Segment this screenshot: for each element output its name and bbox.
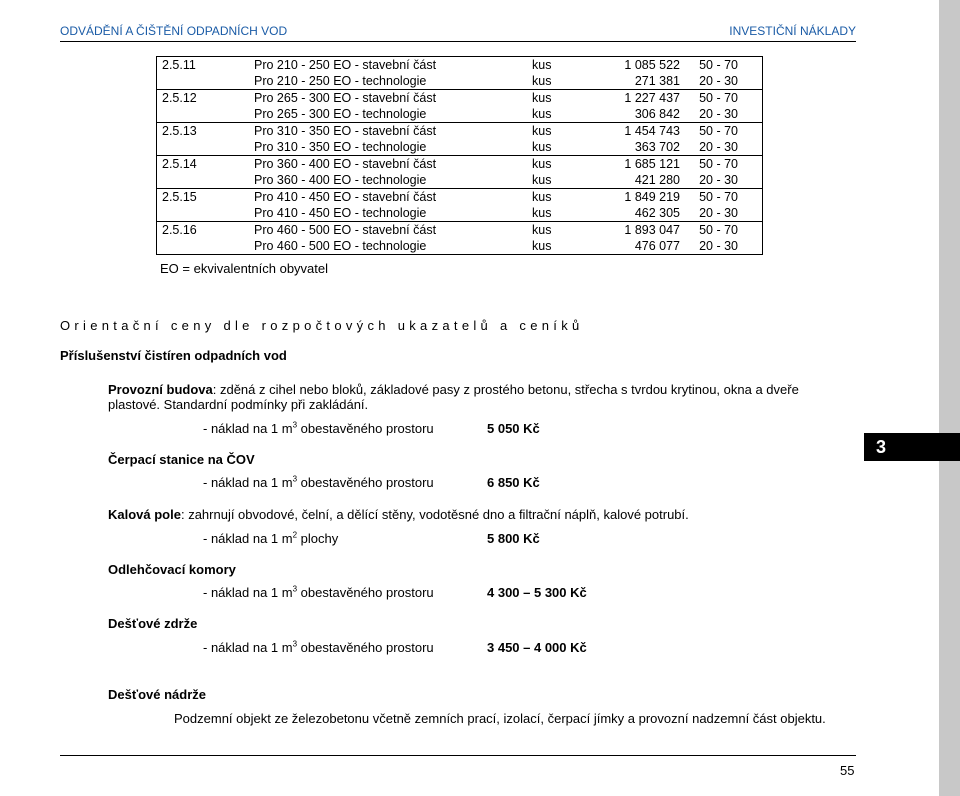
row-lifetime: 50 - 70	[685, 123, 763, 140]
row-unit: kus	[532, 206, 552, 220]
row-description: Pro 265 - 300 EO - stavební část	[249, 90, 527, 107]
row-description: Pro 410 - 450 EO - stavební část	[249, 189, 527, 206]
row-unit: kus	[532, 107, 552, 121]
chapter-tab: 3	[864, 433, 960, 461]
row-code	[157, 106, 250, 123]
destove-nadrze-text: Podzemní objekt ze železobetonu včetně zemních prací, izolací, čerpací jímky a provozní nadzemní část objektu.	[174, 711, 826, 726]
destove-nadrze-label: Dešťové nádrže	[108, 687, 206, 702]
header-divider	[60, 41, 856, 42]
row-price: 271 381	[634, 74, 680, 88]
side-bar	[939, 0, 960, 796]
row-code	[157, 172, 250, 189]
row-code	[157, 139, 250, 156]
row-price: 462 305	[634, 206, 680, 220]
row-price: 1 849 219	[595, 189, 685, 206]
row-price: 1 227 437	[595, 90, 685, 107]
row-code	[157, 73, 250, 90]
footer-divider	[60, 755, 856, 756]
header-left-title: ODVÁDĚNÍ A ČIŠTĚNÍ ODPADNÍCH VOD	[60, 24, 288, 38]
row-lifetime: 50 - 70	[685, 90, 763, 107]
kalova-pole-paragraph	[108, 507, 689, 522]
provozni-budova-label: Provozní budova	[108, 382, 213, 397]
header-right-title: INVESTIČNÍ NÁKLADY	[729, 24, 856, 38]
row-lifetime: 50 - 70	[685, 156, 763, 173]
kalova-pole-label: Kalová pole	[108, 507, 181, 522]
row-price: 421 280	[634, 173, 680, 187]
table-row	[157, 238, 763, 255]
cost-line-3	[203, 531, 338, 546]
kalova-pole-text: : zahrnují obvodové, čelní, a dělící stěny, vodotěsné dno a filtrační náplň, kalové potrubí.	[180, 507, 689, 522]
row-price: 1 085 522	[624, 58, 680, 72]
row-code	[157, 238, 250, 255]
row-price: 363 702	[634, 140, 680, 154]
table-row	[157, 205, 763, 222]
row-code: 2.5.14	[157, 156, 250, 173]
row-code: 2.5.12	[157, 90, 250, 107]
cost-line-3-suffix: plochy	[297, 531, 339, 546]
cost-line-2-prefix: - náklad na 1 m	[203, 475, 293, 490]
table-row	[157, 90, 763, 107]
section-title: Orientační ceny dle rozpočtových ukazatelů a ceníků	[60, 318, 584, 333]
cost-line-4-exp: 3	[292, 584, 298, 594]
cost-line-1	[203, 421, 434, 436]
row-unit: kus	[527, 123, 595, 140]
row-code: 2.5.13	[157, 123, 250, 140]
row-unit: kus	[532, 58, 552, 72]
table-row	[157, 172, 763, 189]
row-description: Pro 210 - 250 EO - stavební část	[254, 58, 437, 72]
row-price: 1 454 743	[595, 123, 685, 140]
section-subtitle: Příslušenství čistíren odpadních vod	[60, 348, 287, 363]
table-row	[157, 156, 763, 173]
cost-line-4-prefix: - náklad na 1 m	[203, 585, 293, 600]
cost-line-1-prefix: - náklad na 1 m	[203, 421, 293, 436]
table-row	[157, 57, 763, 74]
row-description: Pro 310 - 350 EO - stavební část	[249, 123, 527, 140]
row-price: 476 077	[634, 239, 680, 253]
table-row	[157, 222, 763, 239]
table-row	[157, 106, 763, 123]
row-code: 2.5.16	[157, 222, 250, 239]
row-unit: kus	[532, 173, 552, 187]
table-note: EO = ekvivalentních obyvatel	[160, 261, 329, 276]
cost-value-4: 4 300 – 5 300 Kč	[487, 585, 587, 600]
row-price: 306 842	[634, 107, 680, 121]
table-row	[157, 139, 763, 156]
table-row	[157, 189, 763, 206]
cost-value-5: 3 450 – 4 000 Kč	[487, 640, 587, 655]
cost-line-2	[203, 475, 434, 490]
cost-line-3-prefix: - náklad na 1 m	[203, 531, 293, 546]
cost-line-4-suffix: obestavěného prostoru	[297, 585, 434, 600]
cost-line-5	[203, 640, 434, 655]
row-unit: kus	[527, 222, 595, 239]
cerpaci-stanice-label: Čerpací stanice na ČOV	[108, 452, 255, 467]
cost-line-5-suffix: obestavěného prostoru	[297, 640, 434, 655]
row-lifetime: 20 - 30	[699, 107, 738, 121]
cost-line-1-exp: 3	[292, 420, 298, 430]
row-lifetime: 50 - 70	[685, 222, 763, 239]
provozni-budova-text-2: plastové. Standardní podmínky při zakládání.	[108, 397, 369, 412]
row-lifetime: 50 - 70	[685, 189, 763, 206]
row-lifetime: 20 - 30	[699, 206, 738, 220]
row-description: Pro 210 - 250 EO - technologie	[254, 74, 427, 88]
row-unit: kus	[532, 239, 552, 253]
row-unit: kus	[532, 74, 552, 88]
row-lifetime: 20 - 30	[699, 140, 738, 154]
row-description: Pro 265 - 300 EO - technologie	[254, 107, 427, 121]
cost-line-4	[203, 585, 434, 600]
cost-line-3-exp: 2	[292, 530, 298, 540]
destove-zdrze-label: Dešťové zdrže	[108, 616, 198, 631]
cost-table	[156, 56, 763, 255]
row-code: 2.5.15	[157, 189, 250, 206]
row-unit: kus	[532, 140, 552, 154]
row-description: Pro 310 - 350 EO - technologie	[254, 140, 427, 154]
page-number: 55	[840, 763, 855, 778]
row-lifetime: 50 - 70	[699, 58, 738, 72]
cost-line-2-suffix: obestavěného prostoru	[297, 475, 434, 490]
row-description: Pro 360 - 400 EO - stavební část	[249, 156, 527, 173]
cost-line-2-exp: 3	[292, 474, 298, 484]
cost-line-5-prefix: - náklad na 1 m	[203, 640, 293, 655]
row-description: Pro 410 - 450 EO - technologie	[254, 206, 427, 220]
table-row	[157, 73, 763, 90]
row-price: 1 685 121	[595, 156, 685, 173]
cost-line-1-suffix: obestavěného prostoru	[297, 421, 434, 436]
cost-value-1: 5 050 Kč	[487, 421, 540, 436]
cost-value-3: 5 800 Kč	[487, 531, 540, 546]
row-description: Pro 460 - 500 EO - stavební část	[249, 222, 527, 239]
row-lifetime: 20 - 30	[699, 173, 738, 187]
row-lifetime: 20 - 30	[699, 74, 738, 88]
row-unit: kus	[527, 156, 595, 173]
cost-value-2: 6 850 Kč	[487, 475, 540, 490]
odlehcovaci-komory-label: Odlehčovací komory	[108, 562, 236, 577]
row-description: Pro 360 - 400 EO - technologie	[254, 173, 427, 187]
provozni-budova-paragraph	[108, 382, 843, 397]
row-code	[157, 205, 250, 222]
row-lifetime: 20 - 30	[699, 239, 738, 253]
row-code: 2.5.11	[162, 58, 196, 72]
table-row	[157, 123, 763, 140]
row-unit: kus	[527, 189, 595, 206]
cost-line-5-exp: 3	[292, 639, 298, 649]
row-description: Pro 460 - 500 EO - technologie	[254, 239, 427, 253]
provozni-budova-text: : zděná z cihel nebo bloků, základové pasy z prostého betonu, střecha s tvrdou krytinou, okna a dveře	[212, 382, 799, 397]
row-price: 1 893 047	[595, 222, 685, 239]
row-unit: kus	[527, 90, 595, 107]
